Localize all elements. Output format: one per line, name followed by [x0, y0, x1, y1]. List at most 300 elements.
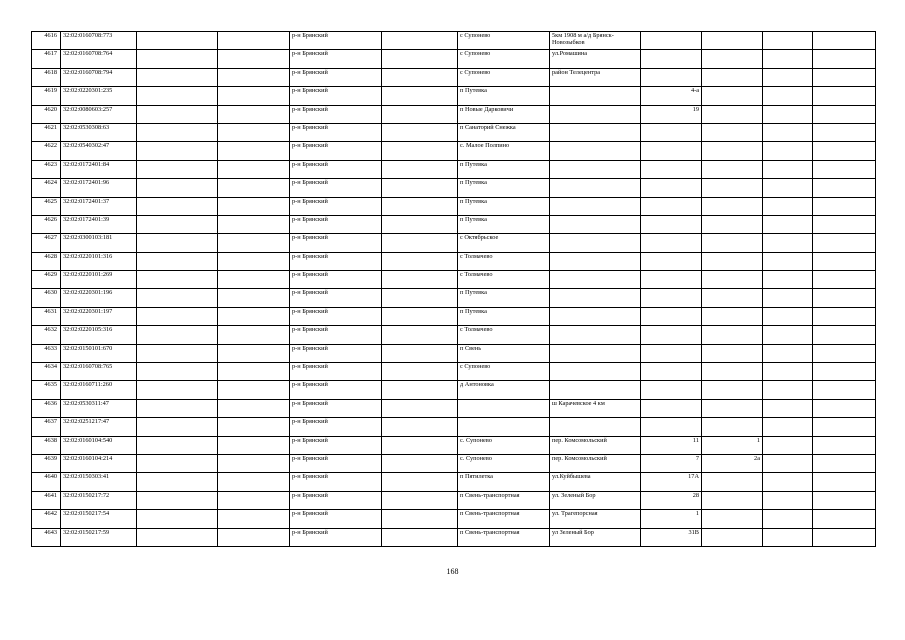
- empty-cell: [218, 123, 290, 141]
- empty-cell: [763, 271, 813, 289]
- table-row: [32, 123, 876, 141]
- house-number-cell: 1: [641, 510, 702, 528]
- empty-cell: [813, 234, 876, 252]
- row-number-cell: 4626: [32, 215, 61, 233]
- row-number-cell: 4635: [32, 381, 61, 399]
- region-cell: р-н Брянский: [290, 510, 382, 528]
- house-number-cell: [641, 179, 702, 197]
- empty-cell: [218, 215, 290, 233]
- table-row: [32, 491, 876, 509]
- settlement-cell: с Супонево: [458, 68, 550, 86]
- empty-cell: [813, 179, 876, 197]
- empty-cell: [382, 179, 458, 197]
- region-cell: р-н Брянский: [290, 123, 382, 141]
- building-cell: [702, 326, 763, 344]
- empty-cell: [763, 32, 813, 50]
- street-cell: ул.Ромашина: [550, 50, 641, 68]
- empty-cell: [218, 68, 290, 86]
- street-cell: [550, 271, 641, 289]
- empty-cell: [218, 50, 290, 68]
- empty-cell: [137, 234, 218, 252]
- street-cell: [550, 87, 641, 105]
- region-cell: р-н Брянский: [290, 215, 382, 233]
- cadastral-number-cell: 32:02:0150217:72: [61, 491, 137, 509]
- building-cell: [702, 160, 763, 178]
- settlement-cell: с Супонево: [458, 363, 550, 381]
- region-cell: р-н Брянский: [290, 528, 382, 546]
- settlement-cell: с. Супонево: [458, 454, 550, 472]
- empty-cell: [137, 289, 218, 307]
- street-cell: [550, 123, 641, 141]
- empty-cell: [813, 68, 876, 86]
- empty-cell: [218, 252, 290, 270]
- street-cell: ул.Куйбышева: [550, 473, 641, 491]
- table-row: [32, 234, 876, 252]
- house-number-cell: [641, 399, 702, 417]
- empty-cell: [218, 510, 290, 528]
- house-number-cell: 4-а: [641, 87, 702, 105]
- empty-cell: [137, 179, 218, 197]
- empty-cell: [137, 32, 218, 50]
- empty-cell: [763, 215, 813, 233]
- street-cell: ул. Зеленый Бор: [550, 491, 641, 509]
- building-cell: [702, 105, 763, 123]
- empty-cell: [813, 454, 876, 472]
- row-number-cell: 4634: [32, 363, 61, 381]
- empty-cell: [218, 307, 290, 325]
- street-cell: пер. Комсомольский: [550, 454, 641, 472]
- empty-cell: [763, 252, 813, 270]
- empty-cell: [137, 215, 218, 233]
- empty-cell: [218, 197, 290, 215]
- house-number-cell: [641, 381, 702, 399]
- empty-cell: [813, 252, 876, 270]
- empty-cell: [813, 142, 876, 160]
- cadastral-number-cell: 32:02:0540302:47: [61, 142, 137, 160]
- street-cell: [550, 418, 641, 436]
- region-cell: р-н Брянский: [290, 326, 382, 344]
- empty-cell: [763, 142, 813, 160]
- empty-cell: [763, 123, 813, 141]
- empty-cell: [382, 50, 458, 68]
- cadastral-number-cell: 32:02:0251217:47: [61, 418, 137, 436]
- empty-cell: [382, 381, 458, 399]
- building-cell: [702, 528, 763, 546]
- empty-cell: [137, 160, 218, 178]
- house-number-cell: 11: [641, 436, 702, 454]
- table-row: [32, 418, 876, 436]
- street-cell: ул Зеленый Бор: [550, 528, 641, 546]
- cadastral-number-cell: 32:02:0172401:39: [61, 215, 137, 233]
- empty-cell: [382, 160, 458, 178]
- house-number-cell: [641, 271, 702, 289]
- empty-cell: [137, 363, 218, 381]
- table-row: [32, 454, 876, 472]
- settlement-cell: [458, 418, 550, 436]
- street-cell: [550, 215, 641, 233]
- street-cell: 5км 1908 м а/д Брянск-Новозыбков: [550, 32, 641, 50]
- house-number-cell: [641, 252, 702, 270]
- empty-cell: [137, 491, 218, 509]
- empty-cell: [763, 381, 813, 399]
- empty-cell: [813, 344, 876, 362]
- empty-cell: [382, 528, 458, 546]
- empty-cell: [813, 197, 876, 215]
- house-number-cell: [641, 344, 702, 362]
- row-number-cell: 4638: [32, 436, 61, 454]
- empty-cell: [813, 363, 876, 381]
- building-cell: [702, 271, 763, 289]
- empty-cell: [382, 363, 458, 381]
- settlement-cell: п Путевка: [458, 160, 550, 178]
- table-row: [32, 510, 876, 528]
- empty-cell: [763, 473, 813, 491]
- empty-cell: [813, 473, 876, 491]
- row-number-cell: 4641: [32, 491, 61, 509]
- table-row: [32, 252, 876, 270]
- empty-cell: [813, 215, 876, 233]
- empty-cell: [382, 68, 458, 86]
- empty-cell: [218, 234, 290, 252]
- settlement-cell: с. Супонево: [458, 436, 550, 454]
- empty-cell: [813, 50, 876, 68]
- building-cell: 1: [702, 436, 763, 454]
- cadastral-number-cell: 32:02:0530308:63: [61, 123, 137, 141]
- settlement-cell: п Путевка: [458, 289, 550, 307]
- table-row: [32, 344, 876, 362]
- empty-cell: [382, 399, 458, 417]
- cadastral-number-cell: 32:02:0172401:84: [61, 160, 137, 178]
- empty-cell: [382, 307, 458, 325]
- empty-cell: [137, 197, 218, 215]
- empty-cell: [382, 418, 458, 436]
- cadastral-number-cell: 32:02:0160708:794: [61, 68, 137, 86]
- row-number-cell: 4633: [32, 344, 61, 362]
- street-cell: [550, 160, 641, 178]
- table-row: [32, 363, 876, 381]
- empty-cell: [763, 399, 813, 417]
- building-cell: [702, 363, 763, 381]
- empty-cell: [218, 271, 290, 289]
- row-number-cell: 4622: [32, 142, 61, 160]
- table-row: [32, 160, 876, 178]
- house-number-cell: [641, 289, 702, 307]
- table-row: [32, 179, 876, 197]
- empty-cell: [218, 32, 290, 50]
- settlement-cell: п Путевка: [458, 87, 550, 105]
- building-cell: [702, 197, 763, 215]
- empty-cell: [763, 197, 813, 215]
- empty-cell: [382, 473, 458, 491]
- empty-cell: [813, 289, 876, 307]
- row-number-cell: 4636: [32, 399, 61, 417]
- settlement-cell: п Путевка: [458, 307, 550, 325]
- empty-cell: [137, 105, 218, 123]
- empty-cell: [137, 436, 218, 454]
- empty-cell: [763, 234, 813, 252]
- cadastral-number-cell: 32:02:0220301:235: [61, 87, 137, 105]
- empty-cell: [763, 179, 813, 197]
- row-number-cell: 4643: [32, 528, 61, 546]
- empty-cell: [763, 307, 813, 325]
- row-number-cell: 4620: [32, 105, 61, 123]
- table-row: [32, 50, 876, 68]
- house-number-cell: [641, 68, 702, 86]
- cadastral-number-cell: 32:02:0160708:773: [61, 32, 137, 50]
- row-number-cell: 4616: [32, 32, 61, 50]
- region-cell: р-н Брянский: [290, 436, 382, 454]
- empty-cell: [382, 289, 458, 307]
- empty-cell: [382, 215, 458, 233]
- empty-cell: [137, 510, 218, 528]
- region-cell: р-н Брянский: [290, 197, 382, 215]
- cadastral-number-cell: 32:02:0160104:214: [61, 454, 137, 472]
- empty-cell: [218, 87, 290, 105]
- page-number: 168: [446, 567, 459, 576]
- street-cell: [550, 105, 641, 123]
- empty-cell: [137, 87, 218, 105]
- table-row: [32, 399, 876, 417]
- empty-cell: [763, 528, 813, 546]
- empty-cell: [813, 418, 876, 436]
- building-cell: [702, 473, 763, 491]
- empty-cell: [763, 87, 813, 105]
- region-cell: р-н Брянский: [290, 87, 382, 105]
- empty-cell: [813, 123, 876, 141]
- empty-cell: [218, 363, 290, 381]
- building-cell: [702, 418, 763, 436]
- row-number-cell: 4637: [32, 418, 61, 436]
- empty-cell: [382, 510, 458, 528]
- cadastral-number-cell: 32:02:0220301:196: [61, 289, 137, 307]
- cadastral-number-cell: 32:02:0220101:269: [61, 271, 137, 289]
- empty-cell: [763, 326, 813, 344]
- cadastral-number-cell: 32:02:0160708:765: [61, 363, 137, 381]
- empty-cell: [763, 491, 813, 509]
- empty-cell: [382, 271, 458, 289]
- empty-cell: [763, 68, 813, 86]
- region-cell: р-н Брянский: [290, 473, 382, 491]
- empty-cell: [763, 160, 813, 178]
- empty-cell: [137, 418, 218, 436]
- empty-cell: [813, 105, 876, 123]
- empty-cell: [137, 252, 218, 270]
- table-row: [32, 473, 876, 491]
- region-cell: р-н Брянский: [290, 307, 382, 325]
- house-number-cell: [641, 307, 702, 325]
- building-cell: [702, 399, 763, 417]
- settlement-cell: п Путевка: [458, 197, 550, 215]
- table-row: [32, 87, 876, 105]
- empty-cell: [813, 271, 876, 289]
- empty-cell: [382, 87, 458, 105]
- empty-cell: [137, 68, 218, 86]
- row-number-cell: 4629: [32, 271, 61, 289]
- empty-cell: [218, 160, 290, 178]
- row-number-cell: 4627: [32, 234, 61, 252]
- empty-cell: [382, 32, 458, 50]
- street-cell: [550, 142, 641, 160]
- empty-cell: [137, 473, 218, 491]
- empty-cell: [218, 473, 290, 491]
- table-row: [32, 326, 876, 344]
- empty-cell: [763, 363, 813, 381]
- building-cell: [702, 381, 763, 399]
- table-row: [32, 197, 876, 215]
- empty-cell: [218, 381, 290, 399]
- building-cell: [702, 50, 763, 68]
- region-cell: р-н Брянский: [290, 142, 382, 160]
- cadastral-number-cell: 32:02:0530311:47: [61, 399, 137, 417]
- empty-cell: [813, 436, 876, 454]
- empty-cell: [218, 454, 290, 472]
- region-cell: р-н Брянский: [290, 454, 382, 472]
- street-cell: [550, 381, 641, 399]
- table-row: [32, 32, 876, 50]
- empty-cell: [137, 326, 218, 344]
- row-number-cell: 4625: [32, 197, 61, 215]
- table-row: [32, 528, 876, 546]
- house-number-cell: 28: [641, 491, 702, 509]
- building-cell: [702, 179, 763, 197]
- region-cell: р-н Брянский: [290, 32, 382, 50]
- empty-cell: [218, 491, 290, 509]
- cadastral-number-cell: 32:02:0080603:257: [61, 105, 137, 123]
- row-number-cell: 4623: [32, 160, 61, 178]
- region-cell: р-н Брянский: [290, 399, 382, 417]
- building-cell: [702, 252, 763, 270]
- house-number-cell: [641, 234, 702, 252]
- empty-cell: [813, 160, 876, 178]
- empty-cell: [813, 87, 876, 105]
- empty-cell: [382, 491, 458, 509]
- settlement-cell: [458, 399, 550, 417]
- empty-cell: [763, 436, 813, 454]
- empty-cell: [813, 326, 876, 344]
- settlement-cell: д Антоновка: [458, 381, 550, 399]
- house-number-cell: [641, 326, 702, 344]
- table-row: [32, 215, 876, 233]
- region-cell: р-н Брянский: [290, 50, 382, 68]
- empty-cell: [218, 179, 290, 197]
- empty-cell: [813, 307, 876, 325]
- region-cell: р-н Брянский: [290, 234, 382, 252]
- house-number-cell: [641, 50, 702, 68]
- empty-cell: [382, 326, 458, 344]
- cadastral-number-cell: 32:02:0220301:197: [61, 307, 137, 325]
- empty-cell: [813, 399, 876, 417]
- street-cell: ул. Трагепорсная: [550, 510, 641, 528]
- street-cell: [550, 252, 641, 270]
- empty-cell: [382, 436, 458, 454]
- building-cell: [702, 142, 763, 160]
- empty-cell: [382, 197, 458, 215]
- settlement-cell: с Супонево: [458, 32, 550, 50]
- cadastral-number-cell: 32:02:0300103:181: [61, 234, 137, 252]
- settlement-cell: п Пятилетка: [458, 473, 550, 491]
- settlement-cell: с Толмачево: [458, 271, 550, 289]
- house-number-cell: 19: [641, 105, 702, 123]
- table-row: [32, 68, 876, 86]
- street-cell: район Телецентра: [550, 68, 641, 86]
- region-cell: р-н Брянский: [290, 160, 382, 178]
- empty-cell: [137, 50, 218, 68]
- cadastral-number-cell: 32:02:0150101:670: [61, 344, 137, 362]
- row-number-cell: 4640: [32, 473, 61, 491]
- row-number-cell: 4618: [32, 68, 61, 86]
- table-row: [32, 436, 876, 454]
- empty-cell: [137, 123, 218, 141]
- street-cell: [550, 344, 641, 362]
- empty-cell: [763, 289, 813, 307]
- street-cell: [550, 363, 641, 381]
- empty-cell: [763, 344, 813, 362]
- cadastral-number-cell: 32:02:0150303:41: [61, 473, 137, 491]
- row-number-cell: 4619: [32, 87, 61, 105]
- region-cell: р-н Брянский: [290, 381, 382, 399]
- street-cell: [550, 179, 641, 197]
- cadastral-number-cell: 32:02:0172401:37: [61, 197, 137, 215]
- table-row: [32, 307, 876, 325]
- empty-cell: [137, 344, 218, 362]
- settlement-cell: с Октябрьское: [458, 234, 550, 252]
- empty-cell: [137, 399, 218, 417]
- settlement-cell: п Санаторий Снежка: [458, 123, 550, 141]
- street-cell: [550, 234, 641, 252]
- empty-cell: [218, 344, 290, 362]
- empty-cell: [763, 510, 813, 528]
- building-cell: [702, 68, 763, 86]
- empty-cell: [763, 105, 813, 123]
- cadastral-number-cell: 32:02:0150217:59: [61, 528, 137, 546]
- empty-cell: [813, 32, 876, 50]
- settlement-cell: с. Малое Полпино: [458, 142, 550, 160]
- empty-cell: [813, 491, 876, 509]
- settlement-cell: п Свень: [458, 344, 550, 362]
- house-number-cell: [641, 363, 702, 381]
- empty-cell: [218, 399, 290, 417]
- empty-cell: [137, 271, 218, 289]
- house-number-cell: 7: [641, 454, 702, 472]
- table-row: [32, 381, 876, 399]
- empty-cell: [382, 344, 458, 362]
- region-cell: р-н Брянский: [290, 289, 382, 307]
- row-number-cell: 4624: [32, 179, 61, 197]
- row-number-cell: 4621: [32, 123, 61, 141]
- registry-rows: [32, 32, 876, 547]
- street-cell: [550, 197, 641, 215]
- house-number-cell: 31В: [641, 528, 702, 546]
- house-number-cell: [641, 32, 702, 50]
- empty-cell: [137, 381, 218, 399]
- empty-cell: [137, 307, 218, 325]
- settlement-cell: п Путевка: [458, 215, 550, 233]
- region-cell: р-н Брянский: [290, 271, 382, 289]
- house-number-cell: 17А: [641, 473, 702, 491]
- empty-cell: [382, 142, 458, 160]
- empty-cell: [137, 142, 218, 160]
- empty-cell: [813, 510, 876, 528]
- empty-cell: [218, 142, 290, 160]
- building-cell: [702, 215, 763, 233]
- house-number-cell: [641, 160, 702, 178]
- row-number-cell: 4631: [32, 307, 61, 325]
- region-cell: р-н Брянский: [290, 344, 382, 362]
- house-number-cell: [641, 197, 702, 215]
- cadastral-number-cell: 32:02:0172401:96: [61, 179, 137, 197]
- region-cell: р-н Брянский: [290, 363, 382, 381]
- settlement-cell: п Свень-транспортная: [458, 491, 550, 509]
